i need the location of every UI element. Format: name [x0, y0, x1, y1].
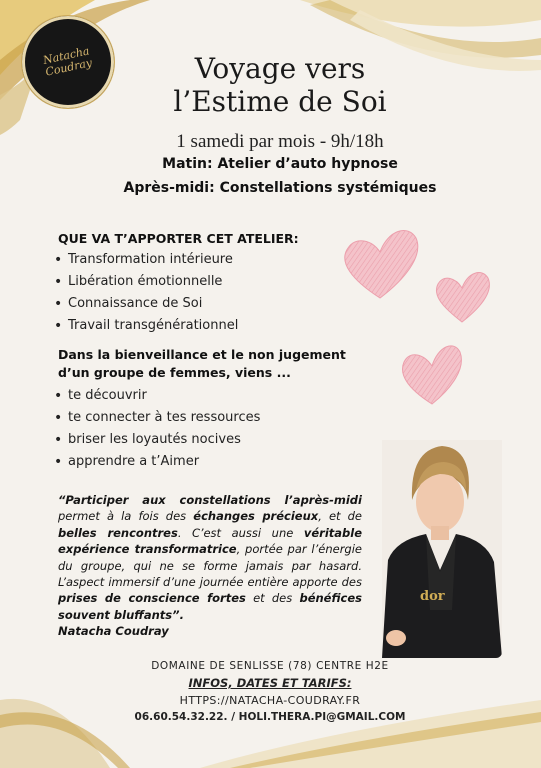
location: DOMAINE DE SENLISSE (78) CENTRE H2E: [151, 660, 389, 672]
quote-part: permet à la fois des: [58, 509, 194, 524]
quote-signature: Natacha Coudray: [58, 624, 169, 639]
benefits-heading: QUE VA T’APPORTER CET ATELIER:: [58, 231, 299, 246]
list-item: • briser les loyautés nocives: [68, 429, 260, 451]
list-item: • Travail transgénérationnel: [68, 315, 238, 337]
quote-part: , portée par l’énergie du groupe, qui ne se forme jamais par hasard. L’aspect immersif d’une journée entière apporte des: [58, 542, 362, 590]
title-line-2: l’Estime de Soi: [173, 85, 387, 118]
title-line-1: Voyage vers: [194, 52, 366, 85]
portrait-photo: [382, 440, 502, 658]
quote-part: “Participer aux constellations l’après-midi: [58, 493, 362, 507]
list-item: • te connecter à tes ressources: [68, 407, 260, 429]
list-item: • Connaissance de Soi: [68, 293, 238, 315]
logo-text: Natacha Coudray: [42, 44, 94, 79]
heart-icon: [402, 346, 461, 404]
quote-part: et des: [245, 591, 300, 606]
quote-part: , et de: [318, 509, 362, 524]
portrait-illustration: [382, 440, 502, 658]
quote-part: prises de conscience fortes: [58, 591, 246, 606]
invite-heading-line-1: Dans la bienveillance et le non jugement: [58, 347, 346, 362]
quote-part: bénéfices souvent bluffants: [58, 591, 362, 622]
quote-part: ”.: [172, 607, 184, 622]
quote-part: véritable expérience transformatrice: [58, 525, 362, 557]
list-item: • te découvrir: [68, 385, 260, 407]
schedule: 1 samedi par mois - 9h/18h: [176, 131, 384, 152]
list-item: • apprendre a t’Aimer: [68, 451, 260, 473]
morning-program: Matin: Atelier d’auto hypnose: [162, 156, 398, 172]
contact-info[interactable]: 06.60.54.32.22. / HOLI.THERA.PI@GMAIL.COM: [134, 711, 406, 723]
shirt-text: dor: [420, 589, 445, 604]
list-item: • Transformation intérieure: [68, 249, 238, 271]
list-item: • Libération émotionnelle: [68, 271, 238, 293]
afternoon-program: Après-midi: Constellations systémiques: [123, 180, 437, 196]
invite-heading-line-2: d’un groupe de femmes, viens ...: [58, 365, 291, 380]
infos-heading: INFOS, DATES ET TARIFS:: [188, 676, 352, 690]
heart-icon: [345, 230, 418, 298]
heart-icon: [436, 273, 489, 322]
quote-part: belles rencontres: [58, 525, 178, 540]
quote-part: échanges précieux: [193, 509, 319, 524]
website-link[interactable]: HTTPS://NATACHA-COUDRAY.FR: [179, 694, 361, 707]
testimonial-quote: [58, 492, 362, 640]
quote-part: . C’est aussi une: [177, 525, 304, 540]
